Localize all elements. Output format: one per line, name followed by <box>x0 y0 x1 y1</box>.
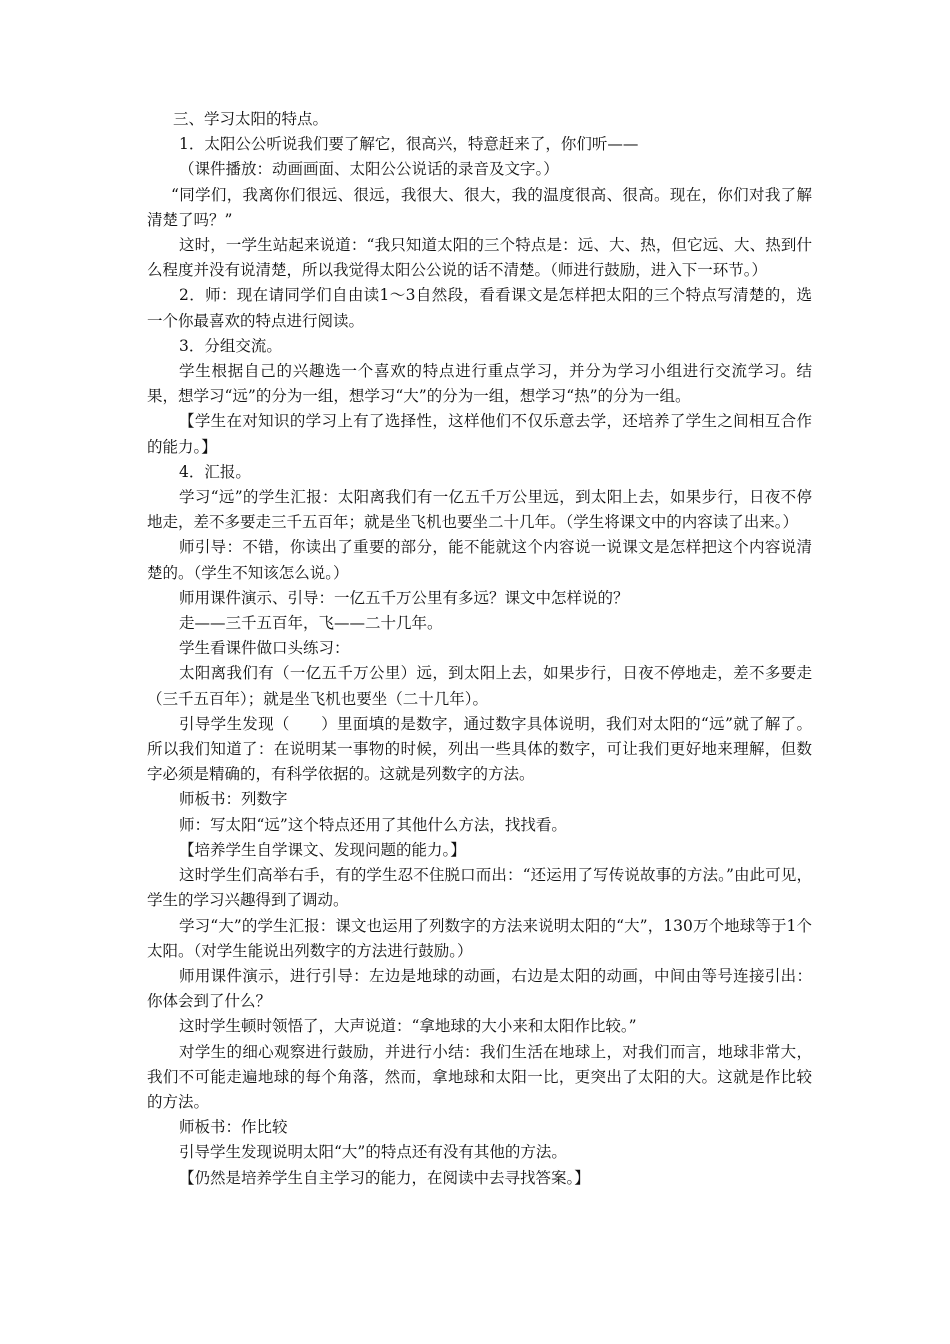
paragraph: 师板书：列数字 <box>179 790 288 809</box>
paragraph: 4．汇报。 <box>179 462 251 481</box>
paragraph: 师板书：作比较 <box>179 1118 288 1137</box>
paragraph: 走——三千五百年，飞——二十几年。 <box>179 614 443 633</box>
paragraph: 引导学生发现（ ）里面填的是数字，通过数字具体说明，我们对太阳的“远”就了解了。所以我们知道了：在说明某一事物的时候，列出一些具体的数字，可让我们更好地来理解，但数字必须是精确的，有科学依据的。这就是列数字的方法。 <box>147 714 812 784</box>
paragraph: 3．分组交流。 <box>179 336 282 355</box>
paragraph: 学生根据自己的兴趣选一个喜欢的特点进行重点学习，并分为学习小组进行交流学习。结果，想学习“远”的分为一组，想学习“大”的分为一组，想学习“热”的分为一组。 <box>147 362 812 406</box>
paragraph: 学习“远”的学生汇报：太阳离我们有一亿五千万公里远，到太阳上去，如果步行，日夜不停地走，差不多要走三千五百年；就是坐飞机也要坐二十几年。（学生将课文中的内容读了出来。） <box>147 488 812 532</box>
paragraph: 学习“大”的学生汇报：课文也运用了列数字的方法来说明太阳的“大”，130万个地球等于1个太阳。（对学生能说出列数字的方法进行鼓励。） <box>147 916 812 960</box>
paragraph: 师用课件演示、引导：一亿五千万公里有多远？课文中怎样说的？ <box>179 588 629 607</box>
paragraph: 这时学生顿时领悟了，大声说道：“拿地球的大小来和太阳作比较。” <box>179 1017 637 1036</box>
paragraph: 1．太阳公公听说我们要了解它，很高兴，特意赶来了，你们听—— <box>179 135 639 154</box>
paragraph: 对学生的细心观察进行鼓励，并进行小结：我们生活在地球上，对我们而言，地球非常大，我们不可能走遍地球的每个角落，然而，拿地球和太阳一比，更突出了太阳的大。这就是作比较的方法。 <box>147 1042 812 1111</box>
paragraph: 师用课件演示，进行引导：左边是地球的动画，右边是太阳的动画，中间由等号连接引出：你体会到了什么？ <box>147 966 812 1011</box>
paragraph: 引导学生发现说明太阳“大”的特点还有没有其他的方法。 <box>179 1143 567 1162</box>
paragraph: “同学们，我离你们很远、很远，我很大、很大，我的温度很高、很高。现在，你们对我了解清楚了吗？” <box>147 185 812 229</box>
section-heading: 三、学习太阳的特点。 <box>173 110 329 128</box>
paragraph: 【培养学生自学课文、发现问题的能力。】 <box>179 840 466 859</box>
paragraph: 师引导：不错，你读出了重要的部分，能不能就这个内容说一说课文是怎样把这个内容说清楚的。（学生不知该怎么说。） <box>147 538 812 582</box>
paragraph: 【仍然是培养学生自主学习的能力，在阅读中去寻找答案。】 <box>179 1168 590 1187</box>
paragraph: 2．师：现在请同学们自由读1～3自然段，看看课文是怎样把太阳的三个特点写清楚的，选一个你最喜欢的特点进行阅读。 <box>147 286 812 330</box>
paragraph: 【学生在对知识的学习上有了选择性，这样他们不仅乐意去学，还培养了学生之间相互合作的能力。】 <box>147 412 812 456</box>
paragraph: （课件播放：动画画面、太阳公公说话的录音及文字。） <box>179 160 559 179</box>
paragraph: 这时，一学生站起来说道：“我只知道太阳的三个特点是：远、大、热，但它远、大、热到什么程度并没有说清楚，所以我觉得太阳公公说的话不清楚。（师进行鼓励，进入下一环节。） <box>147 236 812 280</box>
paragraph: 学生看课件做口头练习： <box>179 639 350 658</box>
document-page <box>147 107 812 1191</box>
paragraph: 这时学生们高举右手，有的学生忍不住脱口而出：“还运用了写传说故事的方法。”由此可见，学生的学习兴趣得到了调动。 <box>147 866 812 910</box>
paragraph: 师：写太阳“远”这个特点还用了其他什么方法，找找看。 <box>179 815 567 834</box>
paragraph: 太阳离我们有（一亿五千万公里）远，到太阳上去，如果步行，日夜不停地走，差不多要走（三千五百年）；就是坐飞机也要坐（二十几年）。 <box>147 664 812 708</box>
